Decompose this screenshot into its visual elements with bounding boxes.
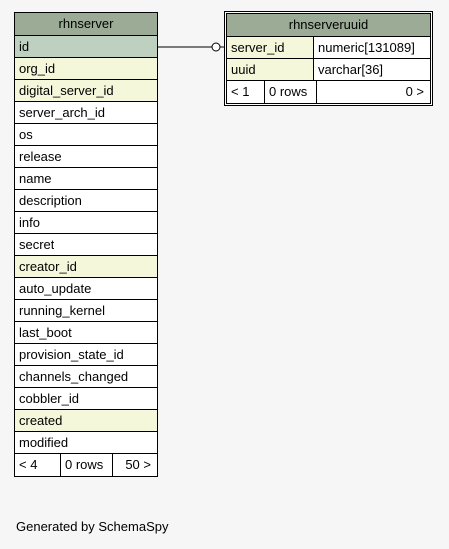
table-rhnserveruuid[interactable] [224,11,433,106]
generated-by-label: Generated by SchemaSpy [16,519,169,534]
column-list [227,37,430,81]
column-name: modified [19,435,69,450]
column-name: os [19,127,33,142]
column-row[interactable] [15,278,157,300]
column-row[interactable] [15,146,157,168]
column-name: org_id [19,61,56,76]
column-row[interactable] [15,432,157,454]
column-row[interactable] [15,410,157,432]
column-row[interactable] [15,80,157,102]
column-row[interactable] [15,366,157,388]
column-list [15,36,157,454]
column-name: auto_update [19,281,92,296]
column-row[interactable] [15,212,157,234]
column-name: uuid [227,59,314,80]
column-name: created [19,413,63,428]
column-row[interactable] [15,388,157,410]
column-row[interactable] [15,168,157,190]
column-row[interactable] [15,256,157,278]
column-row[interactable] [227,37,430,59]
column-row[interactable] [227,59,430,81]
column-row[interactable] [15,58,157,80]
column-row[interactable] [15,190,157,212]
column-row[interactable] [15,300,157,322]
column-row[interactable] [15,124,157,146]
row-count: 0 rows [265,81,317,103]
column-name: digital_server_id [19,83,114,98]
column-row[interactable] [15,234,157,256]
children-count[interactable]: 50 > [125,457,151,472]
column-name: name [19,171,52,186]
column-row[interactable] [15,322,157,344]
relationship-optional-icon [212,43,220,51]
parents-count[interactable]: < 4 [15,454,61,476]
table-footer [227,81,430,103]
column-name: secret [19,237,55,252]
column-name: release [19,149,62,164]
row-count: 0 rows [61,454,113,476]
column-name: cobbler_id [19,391,79,406]
column-row[interactable] [15,36,157,58]
table-footer [15,454,157,476]
column-name: channels_changed [19,369,129,384]
column-name: server_id [227,37,314,58]
column-name: server_arch_id [19,105,105,120]
column-row[interactable] [15,344,157,366]
table-rhnserver[interactable] [14,12,158,477]
column-row[interactable] [15,102,157,124]
children-count[interactable]: 0 > [405,84,424,99]
column-type: numeric[131089] [318,40,415,55]
column-name: running_kernel [19,303,106,318]
column-name: last_boot [19,325,72,340]
column-name: id [19,39,30,54]
parents-count[interactable]: < 1 [227,81,265,103]
table-title[interactable]: rhnserveruuid [227,14,430,37]
column-name: description [19,193,82,208]
column-type: varchar[36] [318,62,384,77]
column-name: info [19,215,40,230]
column-name: provision_state_id [19,347,124,362]
column-name: creator_id [19,259,77,274]
table-title[interactable]: rhnserver [15,13,157,36]
